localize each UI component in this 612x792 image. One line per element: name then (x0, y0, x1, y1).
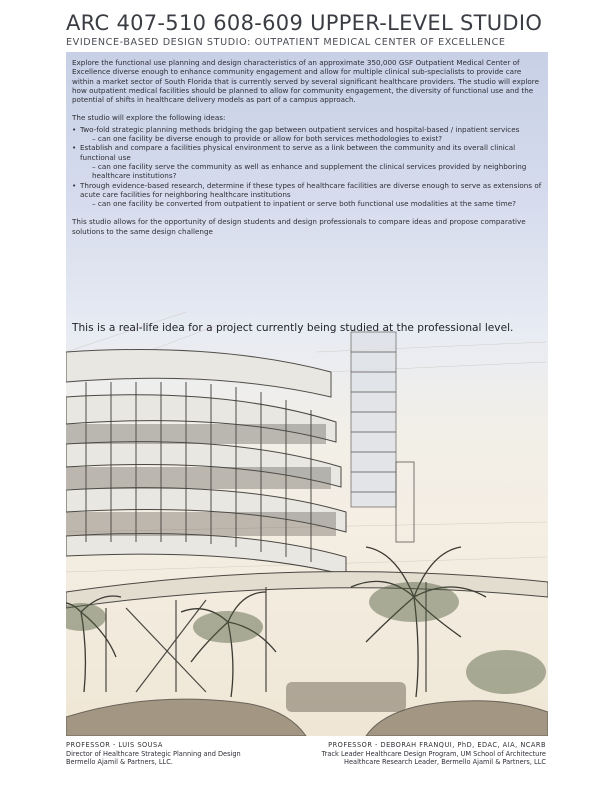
professor-affiliation: Healthcare Research Leader, Bermello Ajamil & Partners, LLC (344, 758, 546, 767)
ideas-intro: The studio will explore the following ideas: (72, 113, 226, 123)
professor-affiliation: Bermello Ajamil & Partners, LLC. (66, 758, 173, 767)
idea-text: Through evidence-based research, determine if these types of healthcare facilities are diverse enough to serve as extensions of acute care facilities for neighboring healthcare institutions (80, 180, 542, 199)
idea-text: Establish and compare a facilities physical environment to serve as a link between the community and its overall clinical functional use (80, 143, 516, 162)
professor-name: PROFESSOR - LUIS SOUSA (66, 741, 163, 749)
professor-name: PROFESSOR - DEBORAH FRANQUI, PhD, EDAC, AIA, NCARB (328, 741, 546, 749)
professor-credit-right (266, 741, 546, 767)
page-title: ARC 407-510 608-609 UPPER-LEVEL STUDIO (66, 11, 543, 35)
studio-description (72, 58, 542, 236)
page-subtitle: EVIDENCE-BASED DESIGN STUDIO: OUTPATIENT MEDICAL CENTER OF EXCELLENCE (66, 37, 506, 48)
idea-question: – can one facility be diverse enough to provide or allow for both services methodologies to exist? (92, 134, 443, 144)
idea-item (72, 143, 542, 180)
idea-question: – can one facility serve the community as well as enhance and supplement the clinical services provided by neighboring healthcare institutions? (92, 161, 527, 181)
ideas-list (72, 125, 542, 209)
highlight-statement: This is a real-life idea for a project currently being studied at the professional level. (72, 322, 514, 334)
professor-title: Director of Healthcare Strategic Planning and Design (66, 749, 241, 758)
idea-item (72, 125, 542, 144)
idea-question: – can one facility be converted from outpatient to inpatient or serve both functional use modalities at the same time? (92, 199, 516, 209)
idea-item (72, 181, 542, 209)
idea-text: Two-fold strategic planning methods bridging the gap between outpatient services and hospital-based / inpatient services (80, 124, 520, 134)
professor-title: Track Leader Healthcare Design Program, UM School of Architecture (321, 749, 546, 758)
intro-paragraph: Explore the functional use planning and design characteristics of an approximate 350,000 GSF Outpatient Medical Center of Excellence diverse enough to enhance community engagement and allow for multiple clinical sub-specialists to provide care within a market sector of South Florida that is currently served by several significant healthcare providers. The studio will explore how outpatient medical facilities should be planned to allow for community engagement, the diversity of functional use and the potential of shifts in healthcare delivery models as part of a campus approach. (72, 58, 540, 105)
closing-paragraph: This studio allows for the opportunity of design students and design professionals to compare ideas and propose comparative solutions to the same design challenge (72, 217, 526, 236)
illustration-panel (66, 52, 548, 736)
